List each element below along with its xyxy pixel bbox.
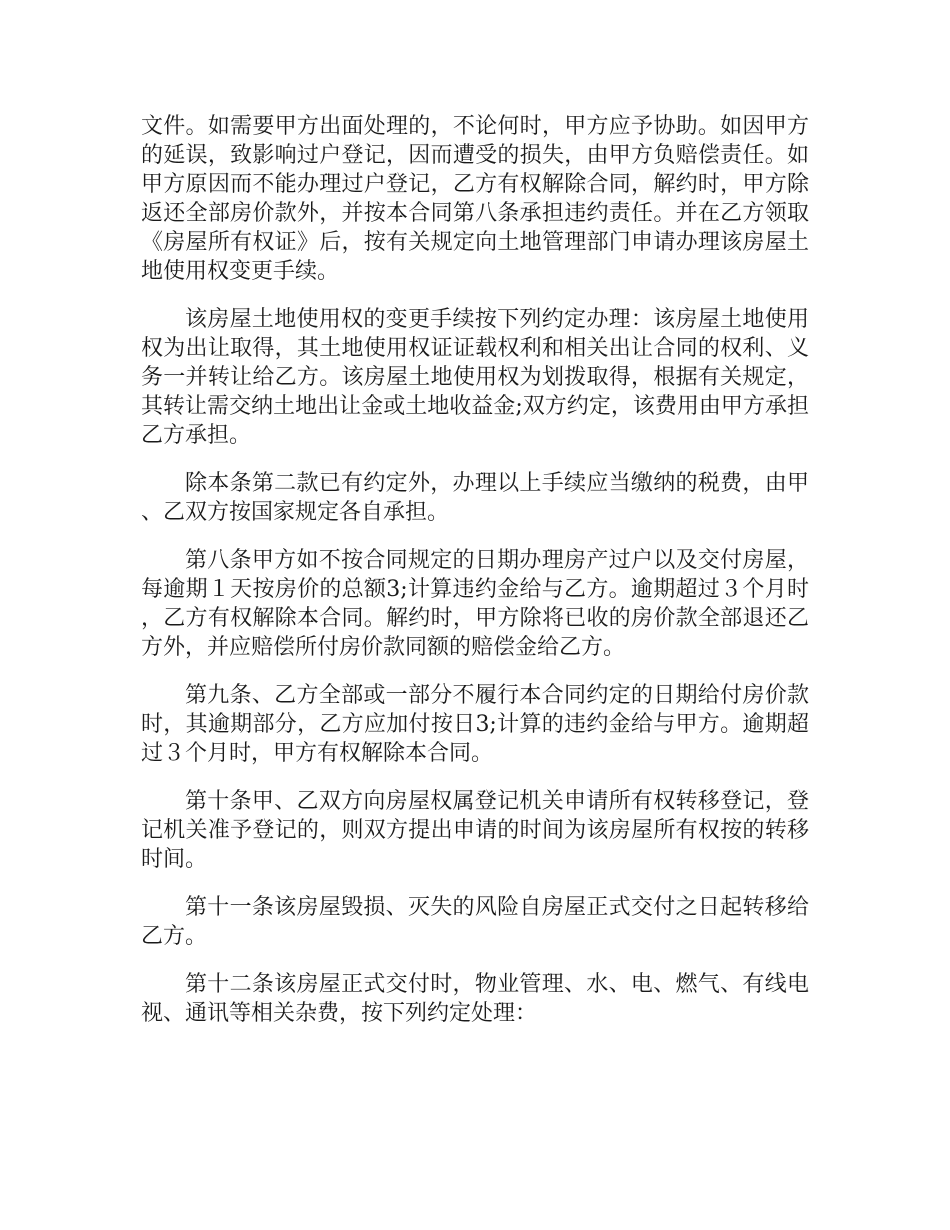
paragraph-article-11: 第十一条该房屋毁损、灭失的风险自房屋正式交付之日起转移给乙方。: [141, 895, 809, 949]
paragraph-article-12: 第十二条该房屋正式交付时，物业管理、水、电、燃气、有线电视、通讯等相关杂费，按下列约定处理：: [141, 972, 809, 1026]
paragraph-article-8: 第八条甲方如不按合同规定的日期办理房产过户以及交付房屋，每逾期１天按房价的总额3;计算违约金给与乙方。逾期超过３个月时，乙方有权解除本合同。解约时，甲方除将已收的房价款全部退还乙方外，并应赔偿所付房价款同额的赔偿金给乙方。: [141, 548, 809, 660]
paragraph-land-use-right: 该房屋土地使用权的变更手续按下列约定办理：该房屋土地使用权为出让取得，其土地使用权证证载权利和相关出让合同的权利、义务一并转让给乙方。该房屋土地使用权为划拨取得，根据有关规定，其转让需交纳土地出让金或土地收益金;双方约定，该费用由甲方承担乙方承担。: [141, 307, 809, 448]
paragraph-taxes-fees: 除本条第二款已有约定外，办理以上手续应当缴纳的税费，由甲、乙双方按国家规定各自承担。: [141, 471, 809, 525]
paragraph-article-10: 第十条甲、乙双方向房屋权属登记机关申请所有权转移登记，登记机关准予登记的，则双方提出申请的时间为该房屋所有权按的转移时间。: [141, 789, 809, 872]
paragraph-article-9: 第九条、乙方全部或一部分不履行本合同约定的日期给付房价款时，其逾期部分，乙方应加付按日3;计算的违约金给与甲方。逾期超过３个月时，甲方有权解除本合同。: [141, 683, 809, 766]
paragraph-continuation: 文件。如需要甲方出面处理的，不论何时，甲方应予协助。如因甲方的延误，致影响过户登记，因而遭受的损失，由甲方负赔偿责任。如甲方原因而不能办理过户登记，乙方有权解除合同，解约时，甲方除返还全部房价款外，并按本合同第八条承担违约责任。并在乙方领取《房屋所有权证》后，按有关规定向土地管理部门申请办理该房屋土地使用权变更手续。: [141, 114, 809, 284]
document-body: [141, 112, 809, 1047]
